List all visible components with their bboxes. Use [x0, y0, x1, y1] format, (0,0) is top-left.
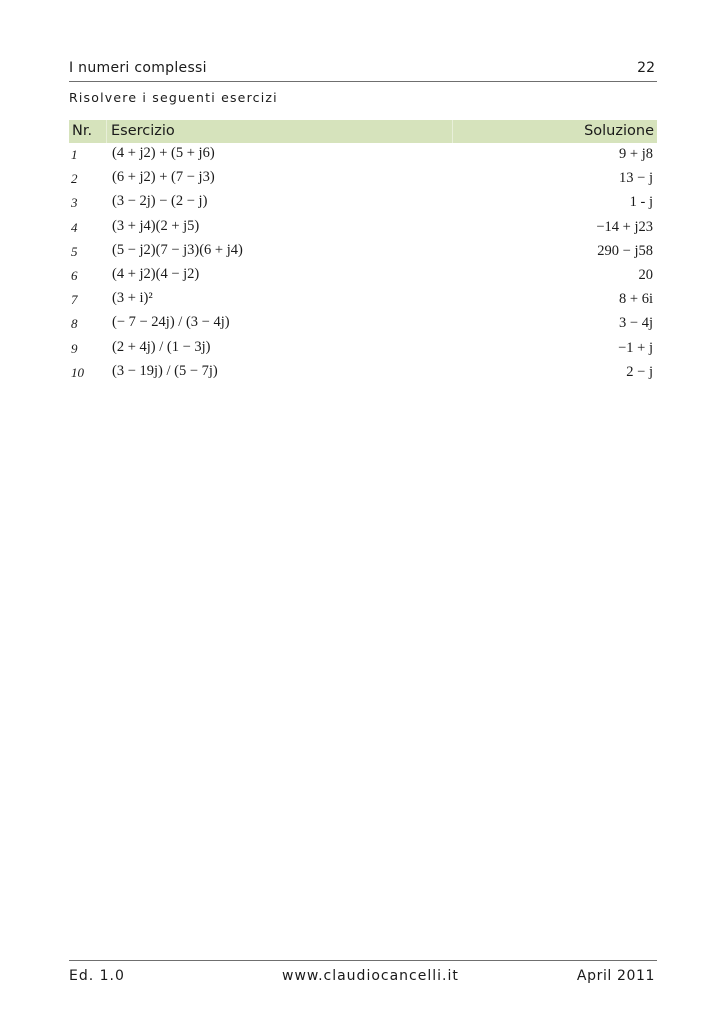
- exercise-expression: (4 + j2)(4 − j2): [112, 265, 200, 282]
- edition-label: Ed. 1.0: [69, 968, 125, 984]
- solution-value: 2 − j: [626, 363, 653, 380]
- table-row: [69, 337, 657, 361]
- row-number: 4: [71, 219, 78, 235]
- exercise-expression: (3 − 19j) / (5 − 7j): [112, 362, 218, 379]
- exercise-expression: (4 + j2) + (5 + j6): [112, 145, 215, 161]
- exercise-expression: (3 + j4)(2 + j5): [112, 217, 200, 234]
- section-subtitle: Risolvere i seguenti esercizi: [69, 90, 278, 105]
- solution-value: −14 + j23: [596, 218, 653, 235]
- column-divider: [452, 120, 453, 143]
- column-divider: [106, 120, 107, 143]
- column-header-solution: Soluzione: [584, 123, 654, 139]
- exercise-expression: (6 + j2) + (7 − j3): [112, 169, 215, 186]
- page-header: [69, 57, 657, 82]
- solution-value: 8 + 6i: [619, 291, 653, 308]
- row-number: 9: [71, 340, 78, 356]
- row-number: 6: [71, 267, 78, 283]
- table-row: [69, 264, 657, 288]
- website-label: www.claudiocancelli.it: [282, 968, 459, 984]
- row-number: 10: [71, 364, 84, 380]
- table-row: [69, 191, 657, 215]
- table-row: [69, 167, 657, 191]
- exercise-expression: (5 − j2)(7 − j3)(6 + j4): [112, 241, 243, 258]
- document-title: I numeri complessi: [69, 60, 207, 76]
- column-header-exercise: Esercizio: [111, 123, 175, 139]
- table-header: [69, 120, 657, 143]
- date-label: April 2011: [576, 968, 655, 984]
- solution-value: 3 − 4j: [619, 315, 653, 332]
- column-header-nr: Nr.: [72, 123, 93, 139]
- solution-value: −1 + j: [618, 339, 653, 356]
- exercise-expression: (3 + i)²: [112, 290, 153, 307]
- page-footer: [69, 960, 657, 987]
- row-number: 1: [71, 147, 78, 162]
- row-number: 2: [71, 171, 78, 187]
- table-body: [69, 143, 657, 385]
- exercise-expression: (3 − 2j) − (2 − j): [112, 193, 208, 210]
- exercise-expression: (2 + 4j) / (1 − 3j): [112, 338, 211, 355]
- table-row: [69, 216, 657, 240]
- row-number: 5: [71, 243, 78, 259]
- solution-value: 9 + j8: [619, 146, 653, 162]
- page-number: 22: [637, 60, 655, 76]
- table-row: [69, 143, 657, 167]
- table-row: [69, 312, 657, 336]
- exercise-table: [69, 120, 657, 385]
- solution-value: 1 - j: [629, 194, 653, 211]
- table-row: [69, 240, 657, 264]
- solution-value: 13 − j: [619, 170, 653, 187]
- table-row: [69, 288, 657, 312]
- row-number: 8: [71, 316, 78, 332]
- row-number: 3: [71, 195, 78, 211]
- solution-value: 290 − j58: [597, 242, 653, 259]
- table-row: [69, 361, 657, 385]
- row-number: 7: [71, 292, 78, 308]
- exercise-expression: (− 7 − 24j) / (3 − 4j): [112, 314, 230, 331]
- solution-value: 20: [638, 266, 653, 283]
